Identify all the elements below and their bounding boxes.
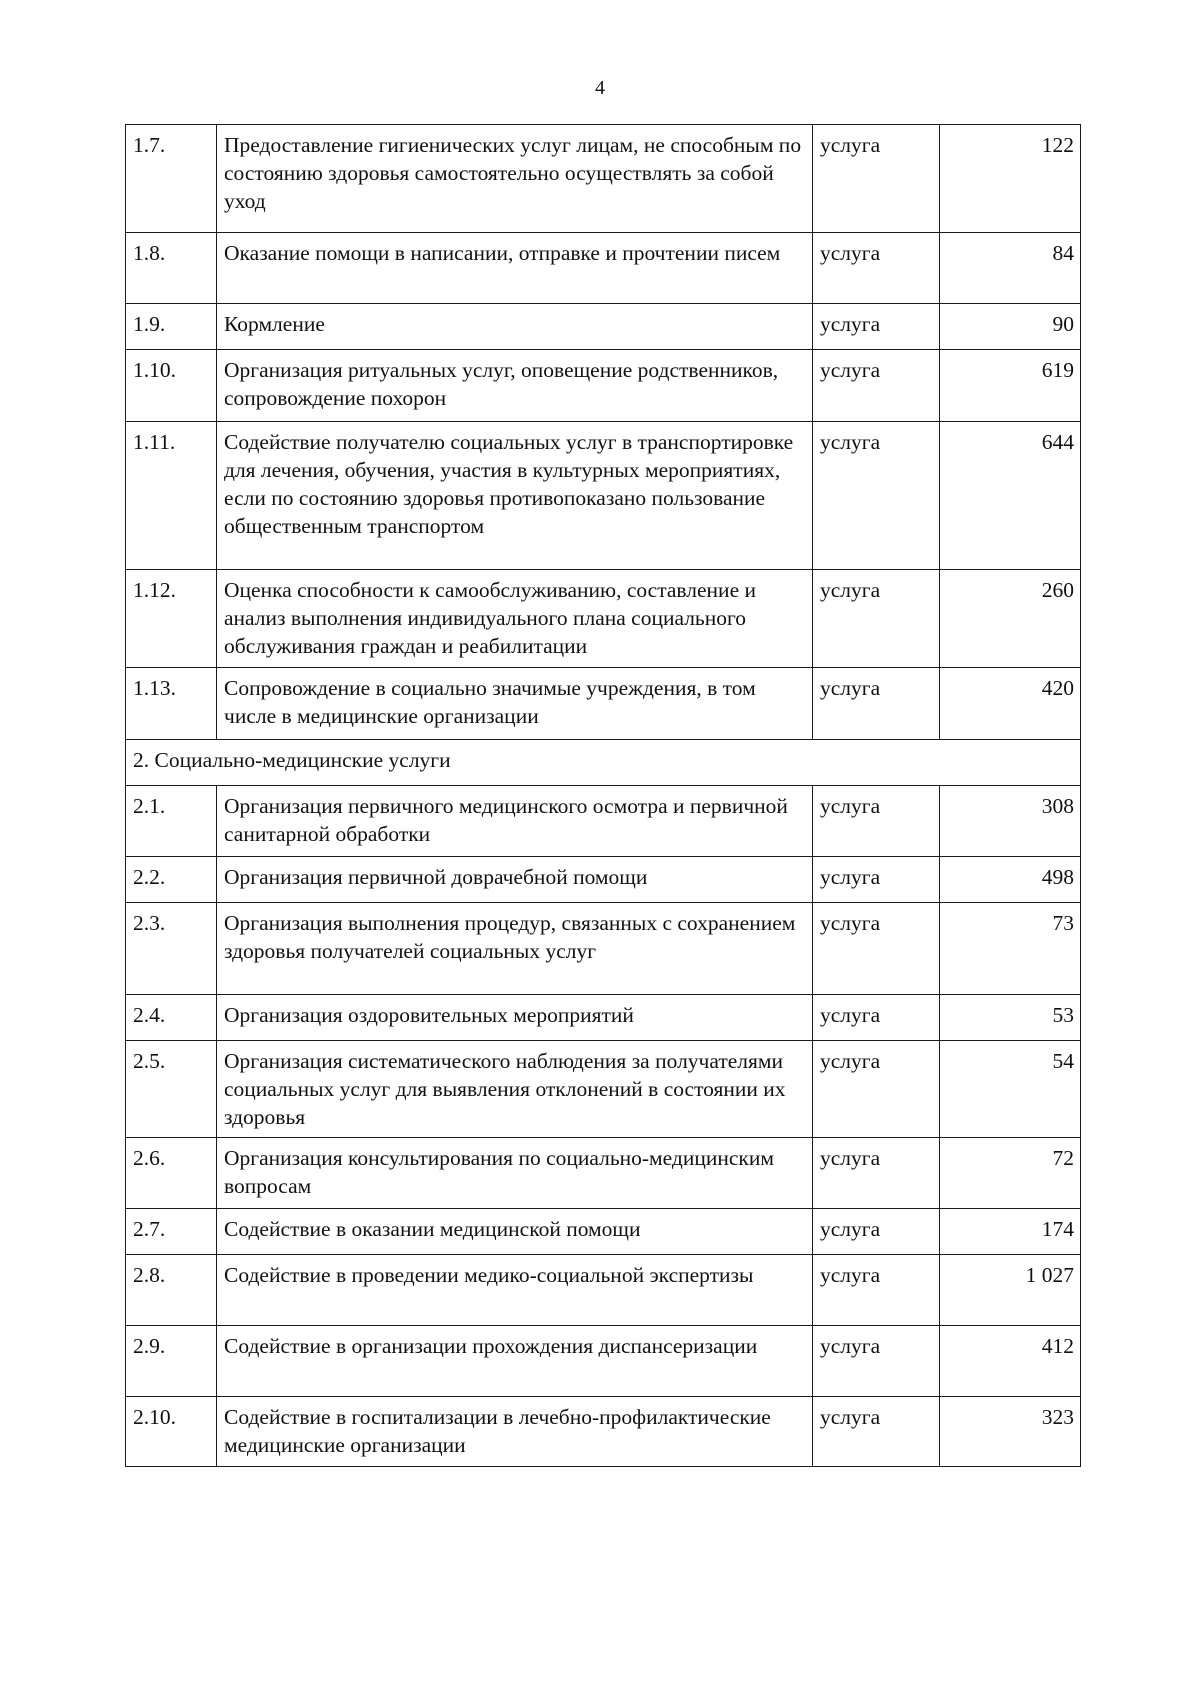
table-row [126, 125, 1081, 233]
row-number: 2.2. [126, 857, 217, 903]
table-row [126, 1041, 1081, 1138]
value-cell: 308 [940, 786, 1081, 857]
unit-cell: услуга [813, 1255, 940, 1326]
unit-cell: услуга [813, 1041, 940, 1138]
value-cell: 498 [940, 857, 1081, 903]
page-number: 4 [595, 77, 605, 99]
value-cell: 73 [940, 903, 1081, 995]
value-cell: 54 [940, 1041, 1081, 1138]
service-name: Организация первичной доврачебной помощи [217, 857, 813, 903]
row-number: 1.8. [126, 233, 217, 304]
unit-cell: услуга [813, 857, 940, 903]
unit-cell: услуга [813, 125, 940, 233]
table-row [126, 668, 1081, 740]
service-name: Организация ритуальных услуг, оповещение родственников, сопровождение похорон [217, 350, 813, 422]
unit-cell: услуга [813, 1209, 940, 1255]
table-row [126, 903, 1081, 995]
service-name: Содействие в оказании медицинской помощи [217, 1209, 813, 1255]
value-cell: 72 [940, 1138, 1081, 1209]
service-name: Сопровождение в социально значимые учреждения, в том числе в медицинские организации [217, 668, 813, 740]
service-name: Организация систематического наблюдения за получателями социальных услуг для выявления отклонений в состоянии их здоровья [217, 1041, 813, 1138]
value-cell: 122 [940, 125, 1081, 233]
unit-cell: услуга [813, 350, 940, 422]
service-name: Организация оздоровительных мероприятий [217, 995, 813, 1041]
row-number: 2.5. [126, 1041, 217, 1138]
row-number: 2.4. [126, 995, 217, 1041]
table-row [126, 1209, 1081, 1255]
service-name: Предоставление гигиенических услуг лицам, не способным по состоянию здоровья самостоятельно осуществлять за собой уход [217, 125, 813, 233]
services-table [125, 124, 1081, 1467]
unit-cell: услуга [813, 233, 940, 304]
service-name: Организация выполнения процедур, связанных с сохранением здоровья получателей социальных услуг [217, 903, 813, 995]
service-name: Организация первичного медицинского осмотра и первичной санитарной обработки [217, 786, 813, 857]
unit-cell: услуга [813, 995, 940, 1041]
service-name: Оценка способности к самообслуживанию, составление и анализ выполнения индивидуального плана социального обслуживания граждан и реабилитации [217, 570, 813, 668]
value-cell: 644 [940, 422, 1081, 570]
table-row [126, 422, 1081, 570]
unit-cell: услуга [813, 304, 940, 350]
row-number: 1.10. [126, 350, 217, 422]
table-row [126, 857, 1081, 903]
row-number: 1.13. [126, 668, 217, 740]
value-cell: 412 [940, 1326, 1081, 1397]
row-number: 1.9. [126, 304, 217, 350]
value-cell: 619 [940, 350, 1081, 422]
service-name: Содействие получателю социальных услуг в транспортировке для лечения, обучения, участия в культурных мероприятиях, если по состоянию здоровья противопоказано пользование общественным транспортом [217, 422, 813, 570]
unit-cell: услуга [813, 668, 940, 740]
value-cell: 420 [940, 668, 1081, 740]
service-name: Организация консультирования по социально-медицинским вопросам [217, 1138, 813, 1209]
table-row [126, 1138, 1081, 1209]
service-name: Оказание помощи в написании, отправке и прочтении писем [217, 233, 813, 304]
unit-cell: услуга [813, 786, 940, 857]
table-row [126, 233, 1081, 304]
row-number: 1.11. [126, 422, 217, 570]
table-row [126, 1326, 1081, 1397]
table-row [126, 304, 1081, 350]
row-number: 2.10. [126, 1397, 217, 1467]
service-name: Кормление [217, 304, 813, 350]
row-number: 2.9. [126, 1326, 217, 1397]
table-row [126, 1397, 1081, 1467]
row-number: 2.1. [126, 786, 217, 857]
value-cell: 84 [940, 233, 1081, 304]
unit-cell: услуга [813, 1326, 940, 1397]
row-number: 2.8. [126, 1255, 217, 1326]
table-row [126, 786, 1081, 857]
value-cell: 53 [940, 995, 1081, 1041]
row-number: 2.6. [126, 1138, 217, 1209]
value-cell: 1 027 [940, 1255, 1081, 1326]
unit-cell: услуга [813, 903, 940, 995]
service-name: Содействие в госпитализации в лечебно-профилактические медицинские организации [217, 1397, 813, 1467]
section-title: 2. Социально-медицинские услуги [126, 740, 1081, 786]
unit-cell: услуга [813, 570, 940, 668]
row-number: 1.7. [126, 125, 217, 233]
table-row [126, 1255, 1081, 1326]
service-name: Содействие в проведении медико-социальной экспертизы [217, 1255, 813, 1326]
value-cell: 323 [940, 1397, 1081, 1467]
service-name: Содействие в организации прохождения диспансеризации [217, 1326, 813, 1397]
table-row [126, 995, 1081, 1041]
value-cell: 174 [940, 1209, 1081, 1255]
section-header-row [126, 740, 1081, 786]
value-cell: 90 [940, 304, 1081, 350]
unit-cell: услуга [813, 422, 940, 570]
table-row [126, 350, 1081, 422]
table-row [126, 570, 1081, 668]
table-body [126, 125, 1081, 1467]
unit-cell: услуга [813, 1397, 940, 1467]
row-number: 2.7. [126, 1209, 217, 1255]
value-cell: 260 [940, 570, 1081, 668]
row-number: 1.12. [126, 570, 217, 668]
unit-cell: услуга [813, 1138, 940, 1209]
row-number: 2.3. [126, 903, 217, 995]
